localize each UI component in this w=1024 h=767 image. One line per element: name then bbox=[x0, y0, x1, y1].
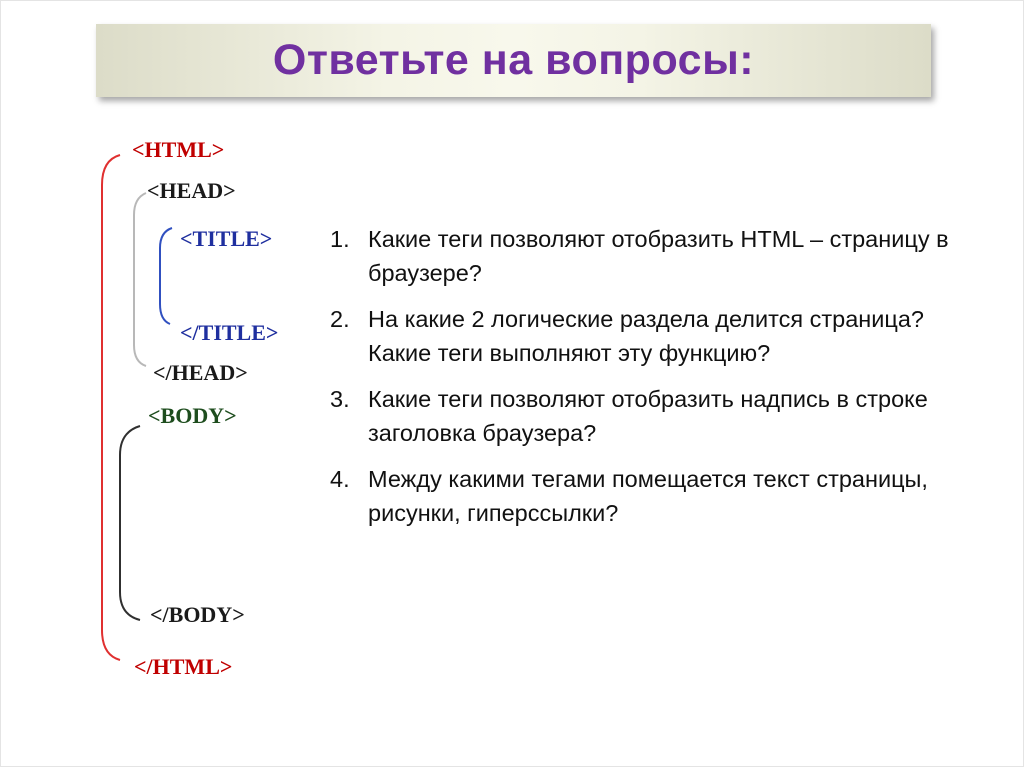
question-item bbox=[330, 382, 980, 450]
body-bracket bbox=[120, 426, 140, 620]
html-bracket bbox=[102, 155, 120, 660]
question-item bbox=[330, 462, 980, 530]
question-item bbox=[330, 222, 980, 290]
questions-list bbox=[330, 222, 980, 542]
head-close-tag: </HEAD> bbox=[153, 360, 248, 385]
question-text: Между какими тегами помещается текст страницы, рисунки, гиперссылки? bbox=[368, 466, 928, 526]
slide-title: Ответьте на вопросы: bbox=[272, 36, 755, 84]
html-open-tag: <HTML> bbox=[132, 137, 225, 162]
body-close-tag: </BODY> bbox=[150, 602, 245, 627]
title-close-tag: </TITLE> bbox=[180, 320, 279, 345]
body-open-tag: <BODY> bbox=[148, 403, 237, 428]
question-text: Какие теги позволяют отобразить надпись в строке заголовка браузера? bbox=[368, 386, 928, 446]
question-item bbox=[330, 302, 980, 370]
head-open-tag: <HEAD> bbox=[147, 178, 236, 203]
title-bracket bbox=[160, 228, 172, 324]
title-open-tag: <TITLE> bbox=[180, 226, 273, 251]
question-text: Какие теги позволяют отобразить HTML – страницу в браузере? bbox=[368, 226, 949, 286]
question-number: 3. bbox=[330, 386, 350, 412]
question-number: 1. bbox=[330, 226, 350, 252]
question-number: 4. bbox=[330, 466, 350, 492]
html-close-tag: </HTML> bbox=[134, 654, 233, 679]
question-text: На какие 2 логические раздела делится страница? Какие теги выполняют эту функцию? bbox=[368, 306, 925, 366]
head-bracket bbox=[134, 193, 146, 366]
question-number: 2. bbox=[330, 306, 350, 332]
